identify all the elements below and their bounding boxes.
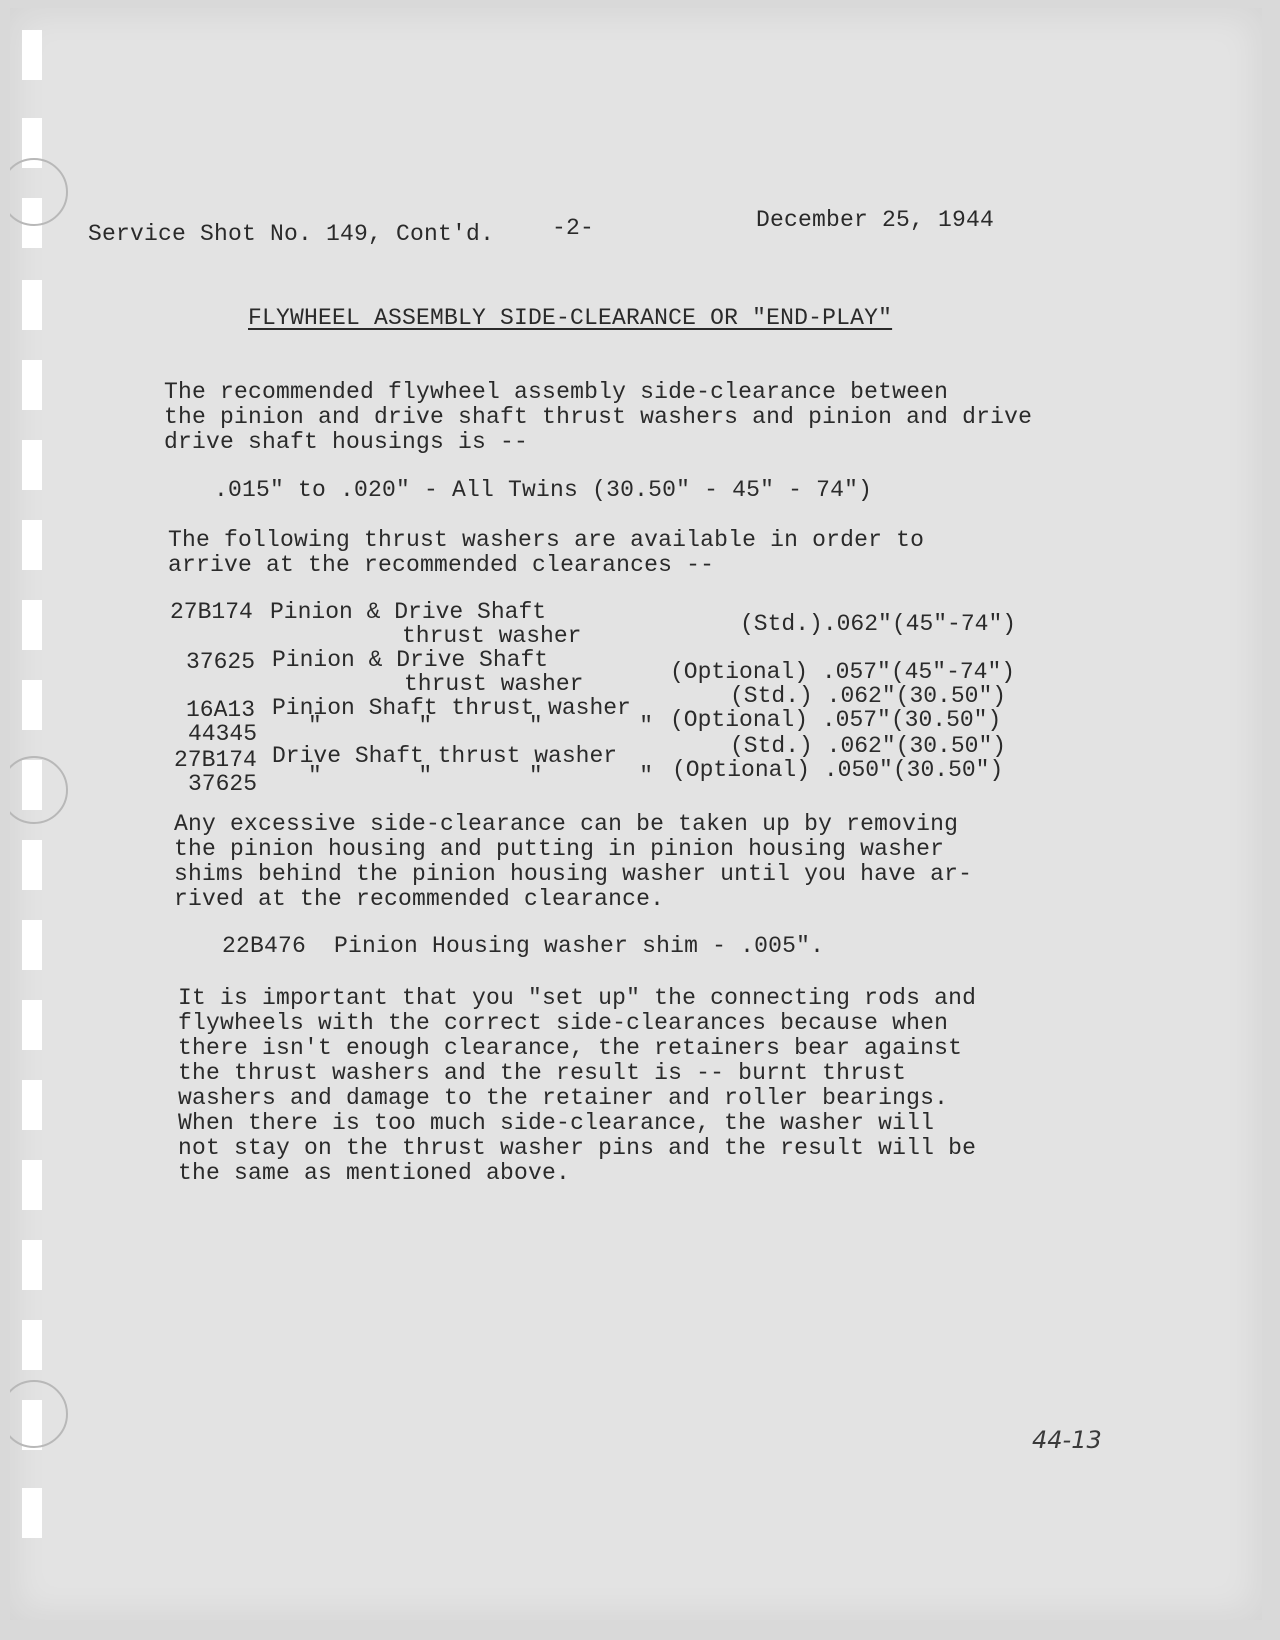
part-value: (Optional) .057"(30.50") [670, 707, 1002, 733]
part-number: 37625 [188, 771, 258, 797]
paragraph-excessive-clearance: Any excessive side-clearance can be taken up by removing the pinion housing and putting in pinion housing washer shims behind the pinion housing washer until you have ar- rived at the recommended clearance. [174, 811, 973, 912]
document-title: FLYWHEEL ASSEMBLY SIDE-CLEARANCE OR "END-PLAY" [248, 305, 893, 331]
part-value: (Optional) .057"(45"-74") [670, 659, 1016, 685]
header-page-marker: -2- [552, 215, 595, 241]
handwritten-page-number: 44-13 [1032, 1426, 1102, 1454]
part-number: 44345 [188, 721, 258, 747]
part-desc: thrust washer [402, 623, 582, 649]
part-number: 27B174 [174, 747, 257, 773]
part-value: (Std.).062"(45"-74") [740, 611, 1017, 637]
paragraph-intro: The recommended flywheel assembly side-clearance between the pinion and drive shaft thrust washers and pinion and drive drive shaft housings is -- [164, 379, 1033, 455]
part-desc: thrust washer [404, 671, 584, 697]
part-number: 27B174 [170, 599, 253, 625]
document-page [10, 8, 1262, 1620]
clearance-spec: .015" to .020" - All Twins (30.50" - 45" - 74") [214, 477, 873, 503]
part-desc: Pinion & Drive Shaft [270, 599, 547, 625]
part-desc: Pinion & Drive Shaft [272, 647, 549, 673]
header-service-shot: Service Shot No. 149, Cont'd. [88, 221, 495, 247]
part-value: (Std.) .062"(30.50") [730, 733, 1007, 759]
header-date: December 25, 1944 [756, 207, 995, 233]
part-desc: " " " " [308, 713, 654, 739]
part-desc: Pinion Shaft thrust washer [272, 695, 631, 721]
part-value: (Optional) .050"(30.50") [672, 757, 1004, 783]
part-desc: Drive Shaft thrust washer [272, 743, 618, 769]
paragraph-washers-intro: The following thrust washers are available in order to arrive at the recommended clearances -- [168, 527, 925, 578]
part-number: 16A13 [186, 697, 256, 723]
paragraph-importance: It is important that you "set up" the connecting rods and flywheels with the correct side-clearances because when there isn't enough clearance, the retainers bear against the thrust washers and the result is -- burnt thrust washers and damage to the retainer and roller bearings. When there is too much side-clearance, the washer will not stay on the thrust washer pins and the result will be the same as mentioned above. [178, 985, 977, 1186]
shim-part-line: 22B476 Pinion Housing washer shim - .005". [222, 933, 825, 959]
part-desc: " " " " [308, 763, 654, 789]
part-value: (Std.) .062"(30.50") [730, 683, 1007, 709]
part-number: 37625 [186, 649, 256, 675]
